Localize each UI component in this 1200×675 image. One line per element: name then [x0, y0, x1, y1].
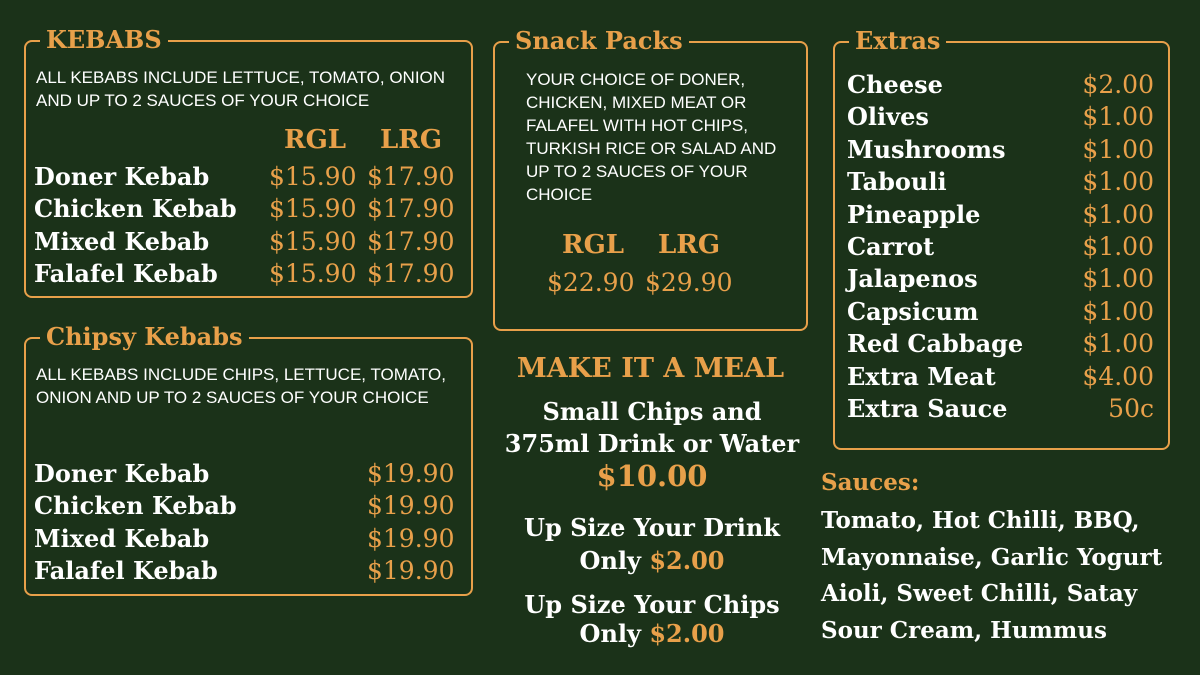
chipsy-item-name: Doner Kebab [34, 459, 210, 488]
extras-item-price: $2.00 [1082, 70, 1154, 99]
extras-panel [833, 26, 1170, 450]
extras-item-price: $1.00 [1082, 167, 1154, 197]
chipsy-item-name: Falafel Kebab [34, 556, 218, 585]
meal-line-1: Small Chips and [542, 397, 762, 426]
extras-item-name: Pineapple [847, 199, 981, 229]
extras-item-price: $1.00 [1082, 296, 1154, 326]
extras-item-name: Capsicum [847, 296, 979, 326]
extras-item-price: 50c [1108, 394, 1154, 423]
sauces-title: Sauces: [821, 469, 920, 496]
snack-lrg-header: LRG [658, 230, 721, 260]
meal-line-2: 375ml Drink or Water [504, 429, 800, 458]
extras-item-price: $1.00 [1082, 134, 1154, 164]
snack-rgl-header: RGL [562, 230, 625, 260]
extras-item-name: Red Cabbage [847, 329, 1024, 359]
chipsy-item-name: Mixed Kebab [34, 524, 210, 553]
kebabs-item-name: Doner Kebab [34, 162, 210, 191]
kebabs-description: ALL KEBABS INCLUDE LETTUCE, TOMATO, ONION AND UP TO 2 SAUCES OF YOUR CHOICE [36, 68, 446, 110]
kebabs-panel [24, 25, 473, 298]
kebabs-item-name: Chicken Kebab [34, 194, 237, 223]
chipsy-title: Chipsy Kebabs [40, 322, 249, 352]
extras-item-name: Carrot [847, 232, 935, 261]
kebabs-item-lrg: $17.90 [367, 194, 455, 223]
extras-item-price: $1.00 [1082, 329, 1154, 359]
kebabs-lrg-header: LRG [380, 125, 443, 155]
extras-item-price: $1.00 [1082, 102, 1154, 132]
chipsy-item-price: $19.90 [367, 524, 455, 553]
chipsy-description: ALL KEBABS INCLUDE CHIPS, LETTUCE, TOMATO, ONION AND UP TO 2 SAUCES OF YOUR CHOICE [36, 365, 447, 407]
kebabs-item-lrg: $17.90 [367, 227, 455, 256]
kebabs-item-rgl: $15.90 [269, 194, 357, 223]
chipsy-item-price: $19.90 [367, 491, 455, 520]
sauces-line: Aioli, Sweet Chilli, Satay [821, 580, 1138, 607]
kebabs-item-rgl: $15.90 [269, 162, 357, 191]
snack-lrg-price: $29.90 [645, 268, 733, 297]
upsize-drink-line: Up Size Your Drink [524, 513, 780, 542]
snack-packs-panel [493, 26, 808, 331]
snack-packs-description: YOUR CHOICE OF DONER, CHICKEN, MIXED MEAT OR FALAFEL WITH HOT CHIPS, TURKISH RICE OR SALAD AND UP TO 2 SAUCES OF YOUR CHOICE [526, 70, 777, 204]
kebabs-item-lrg: $17.90 [367, 259, 455, 288]
kebabs-title: KEBABS [40, 25, 168, 55]
chipsy-item-price: $19.90 [367, 556, 455, 585]
upsize-chips-line: Up Size Your Chips [524, 590, 780, 619]
snack-packs-title: Snack Packs [509, 26, 689, 56]
upsize-drink-price: $2.00 [649, 546, 725, 575]
chipsy-item-price: $19.90 [367, 459, 455, 488]
extras-item-name: Extra Sauce [847, 394, 1008, 423]
extras-item-name: Olives [847, 102, 929, 132]
sauces-line: Mayonnaise, Garlic Yogurt [821, 544, 1163, 571]
extras-item-price: $1.00 [1082, 264, 1154, 294]
upsize-chips-price-line [493, 618, 811, 650]
extras-item-price: $1.00 [1082, 199, 1154, 229]
extras-title: Extras [849, 26, 946, 56]
kebabs-item-rgl: $15.90 [269, 259, 357, 288]
kebabs-item-rgl: $15.90 [269, 227, 357, 256]
sauces-line: Tomato, Hot Chilli, BBQ, [821, 507, 1140, 534]
kebabs-item-name: Falafel Kebab [34, 259, 218, 288]
extras-item-price: $1.00 [1082, 232, 1154, 261]
upsize-chips-only: Only [579, 619, 641, 648]
chipsy-panel [24, 322, 473, 596]
upsize-chips-price: $2.00 [649, 619, 725, 648]
meal-price: $10.00 [596, 459, 708, 493]
kebabs-item-lrg: $17.90 [367, 162, 455, 191]
kebabs-item-name: Mixed Kebab [34, 227, 210, 256]
upsize-drink-price-line [493, 545, 811, 577]
extras-item-name: Cheese [847, 70, 943, 99]
extras-item-name: Extra Meat [847, 361, 996, 391]
snack-rgl-price: $22.90 [547, 268, 635, 297]
extras-item-price: $4.00 [1082, 361, 1154, 391]
extras-item-name: Mushrooms [847, 134, 1006, 164]
chipsy-item-name: Chicken Kebab [34, 491, 237, 520]
meal-title: MAKE IT A MEAL [516, 353, 785, 384]
kebabs-rgl-header: RGL [284, 125, 347, 155]
extras-item-name: Jalapenos [847, 264, 978, 294]
upsize-drink-only: Only [579, 546, 641, 575]
sauces-line: Sour Cream, Hummus [821, 617, 1107, 644]
extras-item-name: Tabouli [847, 167, 947, 197]
